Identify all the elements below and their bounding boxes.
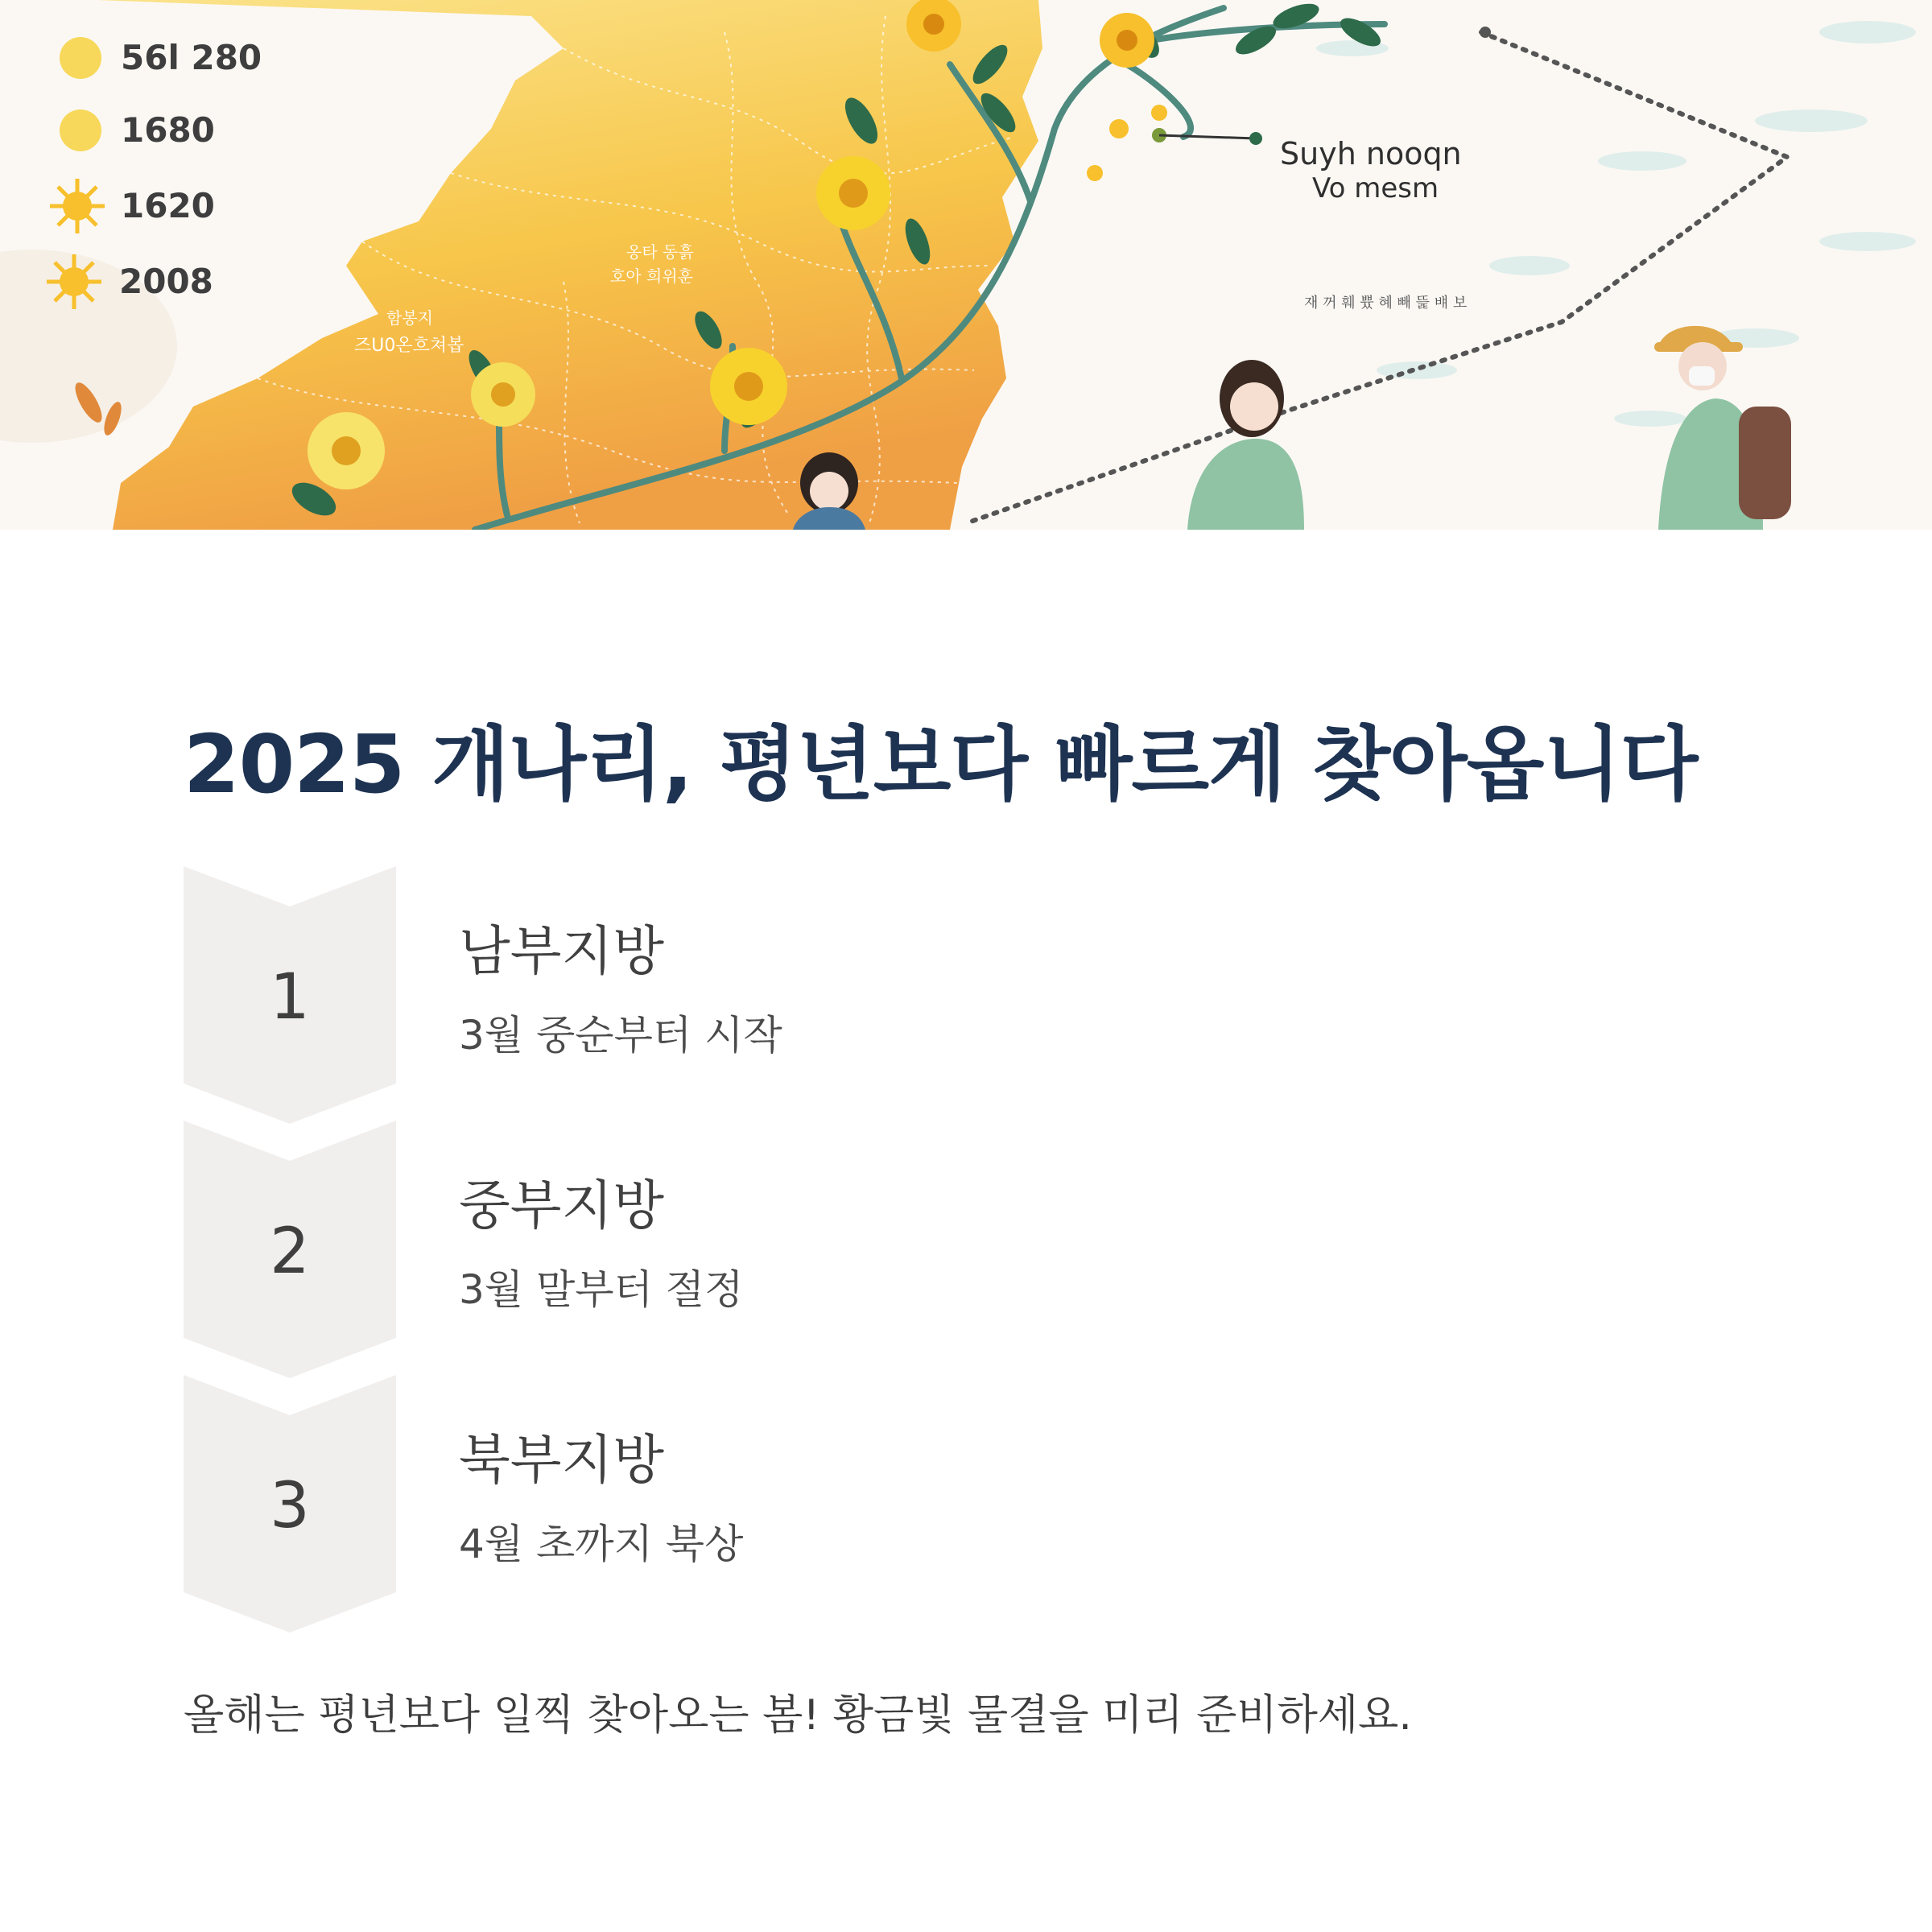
map-label-line1: Suyh nooqn [1280, 136, 1462, 171]
step-number: 2 [270, 1216, 310, 1288]
map-region-label: 함봉지 [386, 308, 433, 328]
legend-label-2: 1680 [121, 110, 215, 150]
map-region-label: 즈U0온흐쳐봅 [354, 336, 464, 356]
step-title: 북부지방 [459, 1429, 665, 1491]
forsythia-map-illustration [0, 0, 1932, 530]
legend-label-1: 56l 280 [121, 38, 262, 77]
yellow-dot-icon [60, 37, 101, 79]
timeline-step-2 [184, 1121, 1713, 1378]
step-description: 4월 초까지 북상 [459, 1521, 744, 1567]
legend-label-3: 1620 [121, 186, 215, 225]
step-title: 중부지방 [459, 1174, 665, 1236]
step-description: 3월 말부터 절정 [459, 1266, 744, 1313]
step-number: 1 [270, 961, 310, 1034]
timeline-step-3 [184, 1375, 1713, 1633]
map-region-label: 호아 희위훈 [610, 266, 693, 286]
step-number: 3 [270, 1470, 310, 1542]
map-label-line2: Vo mesm [1312, 172, 1439, 204]
main-content [184, 708, 1794, 1740]
legend-label-4: 2008 [119, 262, 213, 301]
step-title: 남부지방 [459, 920, 665, 982]
step-description: 3월 중순부터 시작 [459, 1012, 782, 1059]
hero-illustration [0, 0, 1932, 530]
footer-message: 올해는 평년보다 일찍 찾아오는 봄! 황금빛 물결을 미리 준비하세요. [184, 1691, 1412, 1740]
map-region-label: 옹타 동흙 [626, 242, 694, 262]
yellow-dot-icon [60, 109, 101, 151]
timeline-step-1 [184, 866, 1713, 1124]
sunburst-icon [50, 179, 105, 233]
sunburst-icon [47, 254, 101, 309]
page-title: 2025 개나리, 평년보다 빠르게 찾아옵니다 [184, 717, 1698, 811]
map-caption: 재 꺼 훼 쁐 혜 빼 뜵 뱨 보 [1304, 295, 1468, 312]
